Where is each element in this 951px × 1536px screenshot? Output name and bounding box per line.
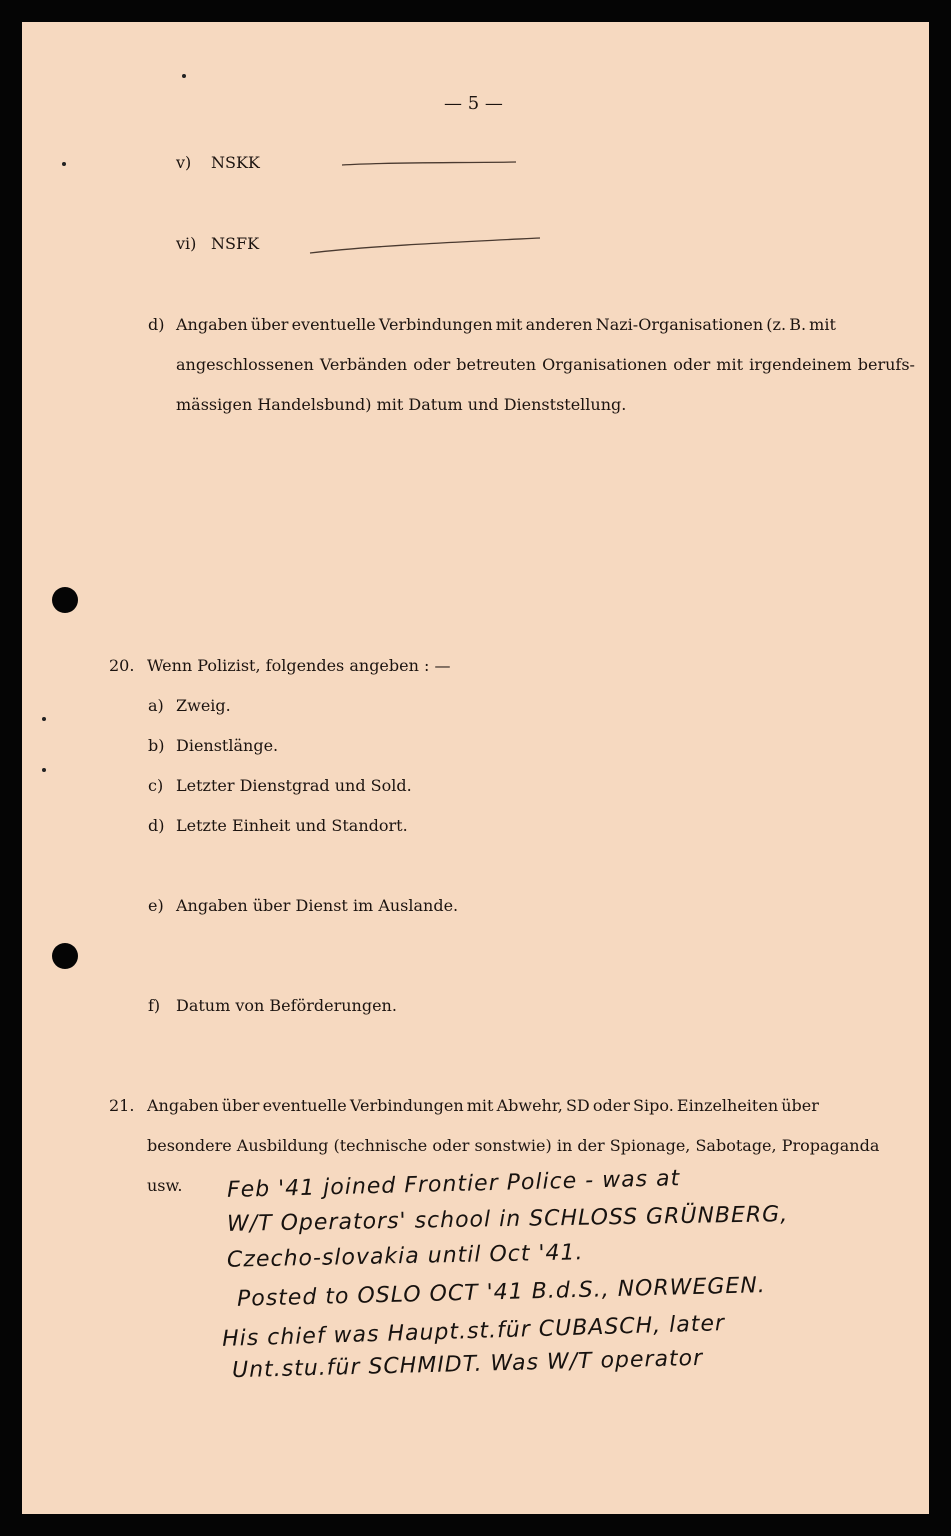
speck: [182, 74, 186, 78]
handwritten-answer-line-5: His chief was Haupt.st.für CUBASCH, later: [221, 1311, 726, 1352]
item-v-label: NSKK: [211, 153, 260, 172]
speck: [42, 717, 46, 721]
question-21-line-3: usw.: [147, 1176, 183, 1195]
blank-line-nskk: [340, 158, 520, 170]
document-page: [22, 22, 929, 1514]
item-d-line-3: mässigen Handelsbund) mit Datum und Dienststellung.: [176, 395, 627, 414]
question-21-number: 21.: [109, 1096, 135, 1115]
punch-hole-bottom: [52, 943, 78, 969]
question-21-line-2: besondere Ausbildung (technische oder sonstwie) in der Spionage, Sabotage, Propaganda: [147, 1136, 880, 1155]
q20-f-marker: f): [148, 996, 161, 1015]
punch-hole-top: [52, 587, 78, 613]
handwritten-answer-line-6: Unt.stu.für SCHMIDT. Was W/T operator: [231, 1345, 704, 1384]
item-d-line-2: angeschlossenen Verbänden oder betreuten Organisationen oder mit irgendeinem berufs-: [176, 355, 915, 374]
handwritten-answer-line-3: Czecho-slovakia until Oct '41.: [226, 1240, 584, 1273]
q20-c-text: Letzter Dienstgrad und Sold.: [176, 776, 412, 795]
question-20-number: 20.: [109, 656, 135, 675]
q20-b-text: Dienstlänge.: [176, 736, 279, 755]
item-vi-label: NSFK: [211, 234, 260, 253]
q20-e-text: Angaben über Dienst im Auslande.: [176, 896, 459, 915]
item-d-line-1: Angaben über eventuelle Verbindungen mit anderen Nazi-Organisationen (z. B. mit: [176, 315, 836, 334]
q20-d-text: Letzte Einheit und Standort.: [176, 816, 408, 835]
speck: [42, 768, 46, 772]
handwritten-answer-line-1: Feb '41 joined Frontier Police - was at: [226, 1166, 681, 1203]
q20-e-marker: e): [148, 896, 164, 915]
item-v-marker: v): [176, 153, 192, 172]
q20-a-text: Zweig.: [176, 696, 231, 715]
question-21-line-1: Angaben über eventuelle Verbindungen mit Abwehr, SD oder Sipo. Einzelheiten über: [147, 1096, 819, 1115]
q20-f-text: Datum von Beförderungen.: [176, 996, 397, 1015]
page-number: — 5 —: [444, 93, 503, 114]
q20-a-marker: a): [148, 696, 164, 715]
handwritten-answer-line-4: Posted to OSLO OCT '41 B.d.S., NORWEGEN.: [236, 1273, 767, 1312]
blank-line-nsfk: [308, 234, 544, 256]
question-20-text: Wenn Polizist, folgendes angeben : —: [147, 656, 451, 675]
q20-d-marker: d): [148, 816, 165, 835]
q20-b-marker: b): [148, 736, 165, 755]
speck: [62, 162, 66, 166]
handwritten-answer-line-2: W/T Operators' school in SCHLOSS GRÜNBERG,: [226, 1202, 789, 1237]
q20-c-marker: c): [148, 776, 164, 795]
item-d-marker: d): [148, 315, 165, 334]
item-vi-marker: vi): [176, 234, 197, 253]
